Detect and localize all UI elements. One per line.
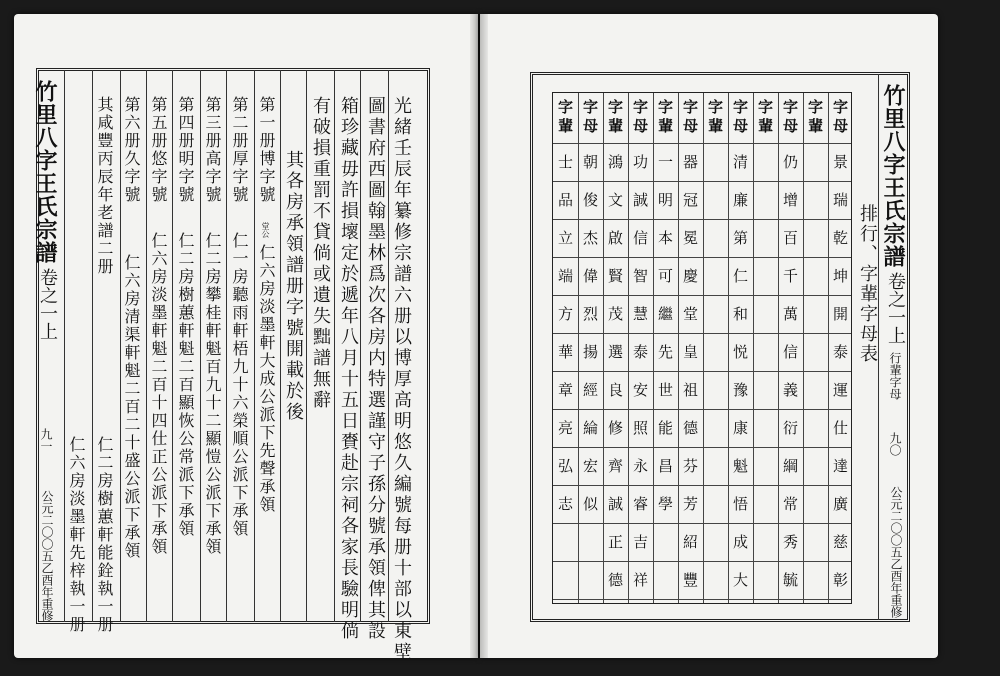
table-cell: 彰 [832,571,848,589]
register-book-no-2: 第二册厚字號 [230,96,249,204]
table-column [603,93,628,603]
table-cell: 賢 [607,267,623,285]
table-column-rule [728,93,729,603]
table-cell: 秀 [782,533,798,551]
table-row-rule [553,561,851,562]
table-row-rule [553,371,851,372]
table-column [778,93,803,603]
table-cell: 開 [832,305,848,323]
table-cell: 衍 [782,419,798,437]
table-cell: 廣 [832,495,848,513]
table-column-rule [603,93,604,603]
table-cell: 齊 [607,457,623,475]
table-cell: 文 [607,191,623,209]
table-cell: 永 [632,457,648,475]
table-cell: 昌 [657,457,673,475]
table-cell: 信 [632,229,648,247]
register-holder-5: 仁六房淡墨軒魁二百十四仕正公派下承領 [149,232,168,556]
table-cell: 冠 [682,191,698,209]
table-cell: 信 [782,343,798,361]
table-column-rule [753,93,754,603]
table-column [803,93,828,603]
table-row-rule [553,257,851,258]
register-book-no-5: 第五册悠字號 [149,96,168,204]
table-row-rule [553,295,851,296]
table-cell: 志 [557,495,573,513]
right-section-subtitle: 行輩字母 [888,352,902,400]
column-rule [334,70,335,622]
table-cell: 睿 [632,495,648,513]
table-cell: 茂 [607,305,623,323]
table-cell: 千 [782,267,798,285]
table-cell: 瑞 [832,191,848,209]
table-column-rule [578,93,579,603]
table-cell: 烈 [582,305,598,323]
preface-line-5: 其各房承領譜册字號開載於後 [283,150,304,423]
table-cell: 魁 [732,457,748,475]
table-row-rule [553,181,851,182]
table-cell: 廉 [732,191,748,209]
table-cell: 綸 [582,419,598,437]
table-column-header: 字母 [631,99,649,137]
table-cell: 祥 [632,571,648,589]
table-cell: 良 [607,381,623,399]
table-row-rule [553,219,851,220]
table-row-rule [553,523,851,524]
table-cell: 士 [557,153,573,171]
table-cell: 一 [657,153,673,171]
table-cell: 宏 [582,457,598,475]
column-rule [254,70,255,622]
column-rule [360,70,361,622]
column-rule [146,70,147,622]
register-holder-4: 仁二房樹蕙軒魁二百顯恢公常派下承領 [176,232,195,538]
table-column-header: 字輩 [656,99,674,137]
table-column-header: 字輩 [706,99,724,137]
table-cell: 明 [657,191,673,209]
table-cell: 義 [782,381,798,399]
table-cell: 皇 [682,343,698,361]
table-cell: 紹 [682,533,698,551]
table-cell: 世 [657,381,673,399]
table-cell: 百 [782,229,798,247]
table-cell: 和 [732,305,748,323]
table-cell: 安 [632,381,648,399]
table-cell: 揚 [582,343,598,361]
table-cell: 啟 [607,229,623,247]
table-column-header: 字母 [581,99,599,137]
register-holder-1: 仁六房淡墨軒大成公派下先聲承領 [257,244,276,514]
table-cell: 杰 [582,229,598,247]
generation-character-table [552,92,852,604]
table-cell: 朝 [582,153,598,171]
table-row-rule [553,485,851,486]
table-cell: 仍 [782,153,798,171]
table-cell: 器 [682,153,698,171]
table-cell: 綱 [782,457,798,475]
table-cell: 方 [557,305,573,323]
table-cell: 慶 [682,267,698,285]
table-cell: 慈 [832,533,848,551]
table-cell: 清 [732,153,748,171]
left-footer-year: 公元二〇〇五乙酉年重修 [40,490,54,622]
table-cell: 端 [557,267,573,285]
table-cell: 俊 [582,191,598,209]
table-cell: 修 [607,419,623,437]
register-holder-6: 仁六房清渠軒魁二百二十盛公派下承領 [122,254,141,560]
section-title: 排行、字輩字母表 [857,204,878,364]
table-column-header: 字輩 [806,99,824,137]
right-book-title: 竹里八字王氏宗譜 [880,84,906,268]
table-cell: 品 [557,191,573,209]
table-cell: 豐 [682,571,698,589]
table-cell: 誠 [607,495,623,513]
preface-line-1: 光緒壬辰年纂修宗譜六册以博厚高明悠久編號每册十部以東壁 [391,96,412,663]
table-row-rule [553,143,851,144]
preface-line-2: 圖書府西圖翰墨林爲次各房内特選謹守子孫分號承領俾其設 [365,96,386,642]
table-column-rule [703,93,704,603]
table-cell: 芬 [682,457,698,475]
table-cell: 乾 [832,229,848,247]
table-column [828,93,853,603]
table-column [653,93,678,603]
table-cell: 常 [782,495,798,513]
table-cell: 學 [657,495,673,513]
table-row-rule [553,599,851,600]
column-rule [306,70,307,622]
table-column-header: 字輩 [756,99,774,137]
table-cell: 華 [557,343,573,361]
table-cell: 運 [832,381,848,399]
column-rule [120,70,121,622]
table-cell: 偉 [582,267,598,285]
table-cell: 德 [607,571,623,589]
header-rule [878,74,879,620]
table-cell: 德 [682,419,698,437]
right-volume-label: 卷之一上 [885,272,906,344]
table-cell: 亮 [557,419,573,437]
table-column-rule [678,93,679,603]
table-cell: 景 [832,153,848,171]
column-rule [226,70,227,622]
table-cell: 誠 [632,191,648,209]
left-volume-label: 卷之一上 [37,268,58,340]
column-rule [280,70,281,622]
column-rule [172,70,173,622]
table-column [578,93,603,603]
table-cell: 增 [782,191,798,209]
table-cell: 能 [657,419,673,437]
table-column-header: 字輩 [556,99,574,137]
table-cell: 經 [582,381,598,399]
table-column-header: 字母 [681,99,699,137]
left-book-title: 竹里八字王氏宗譜 [32,80,58,264]
preface-line-3: 箱珍藏毋許損壞定於遞年八月十五日賚赴宗祠各家長驗明倘 [338,96,359,642]
column-rule [388,70,389,622]
right-page-number: 九〇 [888,432,902,456]
table-cell: 慧 [632,305,648,323]
table-cell: 堂 [682,305,698,323]
table-column-header: 字母 [831,99,849,137]
register-holder-2: 仁一房聽雨軒梧九十六榮順公派下承領 [230,232,249,538]
table-cell: 毓 [782,571,798,589]
table-cell: 第 [732,229,748,247]
table-row-rule [553,333,851,334]
table-column-rule [803,93,804,603]
column-rule [64,70,65,622]
table-column-header: 字母 [731,99,749,137]
table-cell: 本 [657,229,673,247]
table-column-rule [653,93,654,603]
table-cell: 正 [607,533,623,551]
register-holder-3: 仁二房攀桂軒魁百九十二顯愷公派下承領 [203,232,222,556]
table-cell: 選 [607,343,623,361]
table-cell: 章 [557,381,573,399]
book-gutter [470,14,488,658]
preface-line-4: 有破損重罰不貸倘或遺失黜譜無辭 [310,96,331,411]
table-cell: 芳 [682,495,698,513]
table-column [703,93,728,603]
table-row-rule [553,409,851,410]
table-cell: 可 [657,267,673,285]
register-book-no-1: 第一册博字號 [257,96,276,204]
table-cell: 坤 [832,267,848,285]
register-book-no-4: 第四册明字號 [176,96,195,204]
table-cell: 悦 [732,343,748,361]
right-footer-year: 公元二〇〇五乙酉年重修 [889,486,903,618]
table-cell: 冕 [682,229,698,247]
table-cell: 豫 [732,381,748,399]
table-row-rule [553,447,851,448]
table-cell: 似 [582,495,598,513]
table-cell: 仕 [832,419,848,437]
table-column [678,93,703,603]
table-cell: 泰 [632,343,648,361]
register-book-no-3: 第三册高字號 [203,96,222,204]
table-cell: 悟 [732,495,748,513]
table-column-rule [628,93,629,603]
table-cell: 大 [732,571,748,589]
table-column [728,93,753,603]
column-rule [92,70,93,622]
table-cell: 鴻 [607,153,623,171]
table-column-header: 字母 [781,99,799,137]
closing-line-3: 仁六房淡墨軒先梓執一册 [67,436,86,634]
left-page-number: 九一 [39,428,53,452]
table-cell: 祖 [682,381,698,399]
table-cell: 泰 [832,343,848,361]
table-cell: 康 [732,419,748,437]
table-cell: 繼 [657,305,673,323]
register-book-no-6: 第六册久字號 [122,96,141,204]
table-column [553,93,578,603]
table-column [753,93,778,603]
table-column [628,93,653,603]
table-cell: 達 [832,457,848,475]
table-cell: 成 [732,533,748,551]
table-cell: 立 [557,229,573,247]
table-cell: 萬 [782,305,798,323]
closing-line-1: 其咸豐丙辰年老譜二册 [95,96,114,276]
table-cell: 吉 [632,533,648,551]
table-column-header: 字輩 [606,99,624,137]
column-rule [200,70,201,622]
table-column-rule [828,93,829,603]
table-cell: 照 [632,419,648,437]
register-note-1: 堂公 [261,222,270,238]
table-cell: 弘 [557,457,573,475]
table-cell: 仁 [732,267,748,285]
table-cell: 智 [632,267,648,285]
closing-line-2: 仁二房樹蕙軒能銓執一册 [95,436,114,634]
table-cell: 先 [657,343,673,361]
table-cell: 功 [632,153,648,171]
table-column-rule [778,93,779,603]
